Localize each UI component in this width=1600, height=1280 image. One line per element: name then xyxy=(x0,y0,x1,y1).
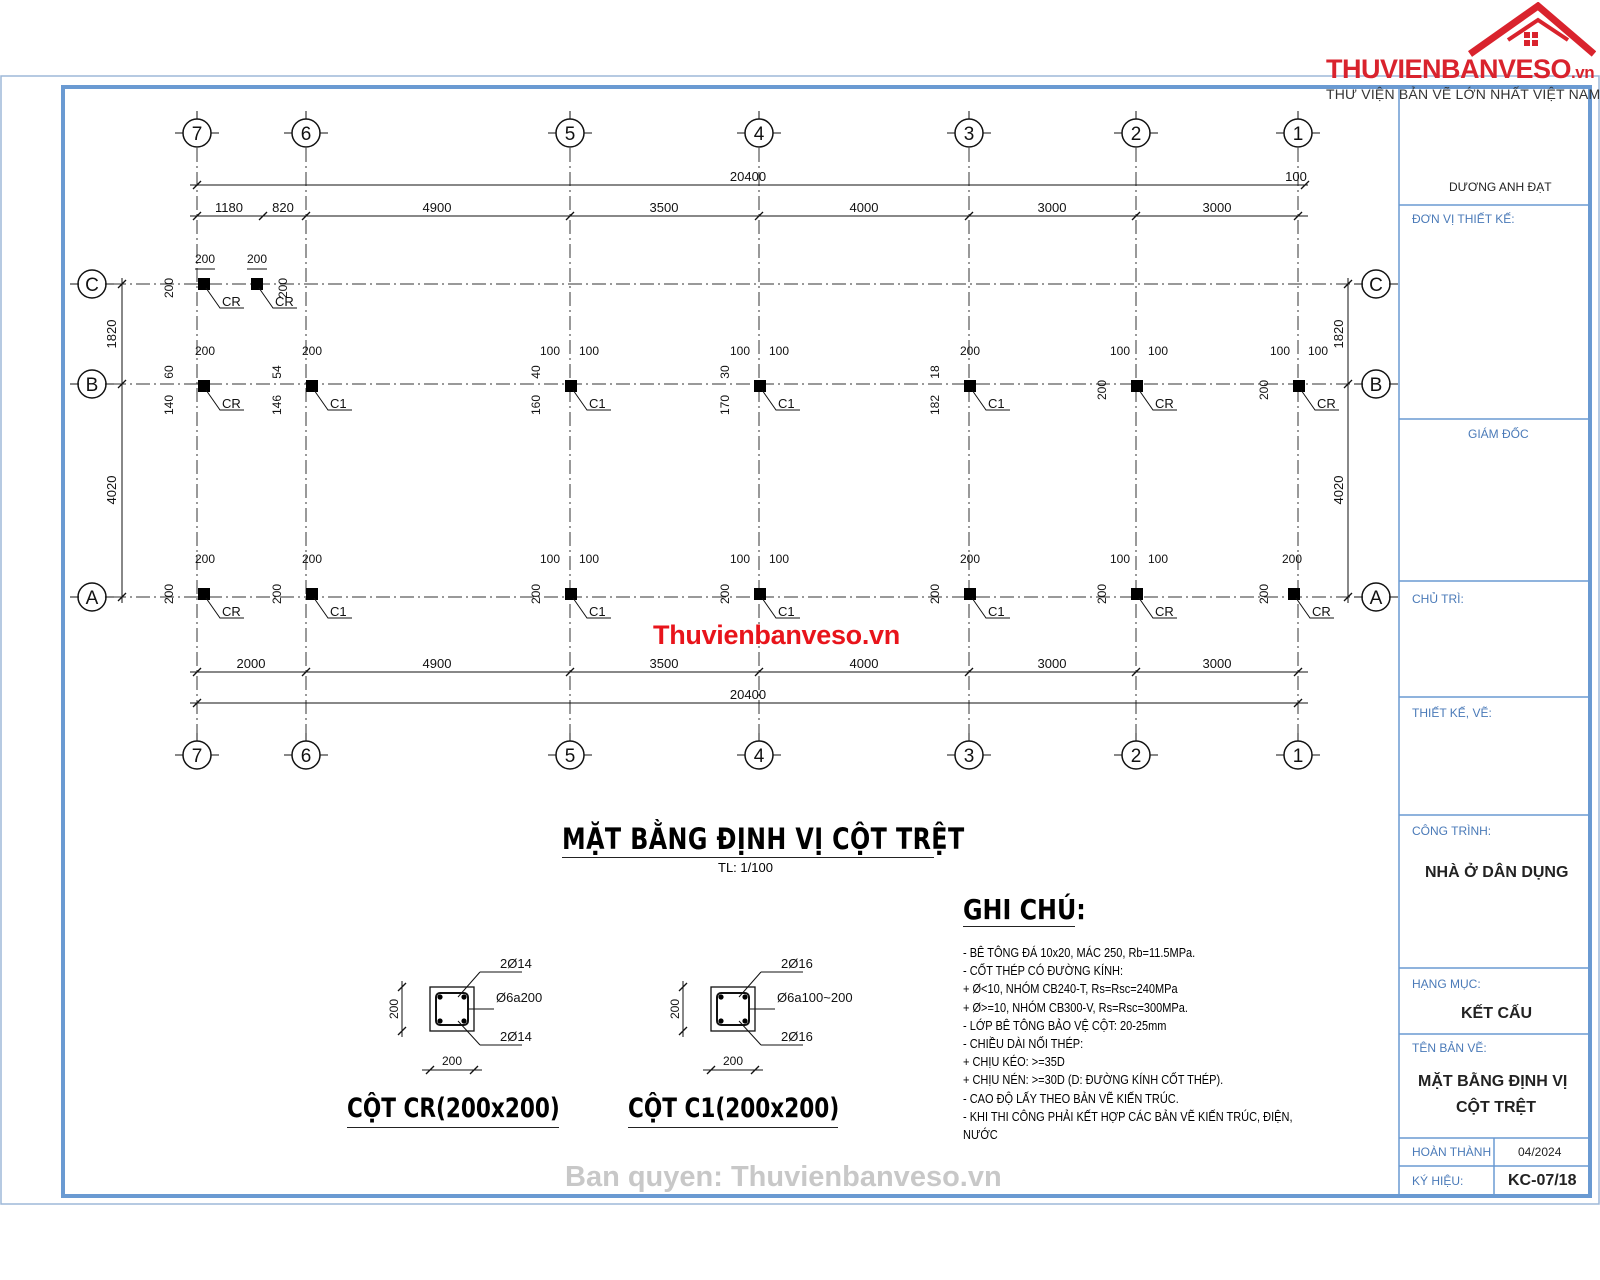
note-line: - KHI THI CÔNG PHẢI KẾT HỢP CÁC BẢN VẼ KIẾN TRÚC, ĐIỆN, xyxy=(963,1109,1293,1124)
grid-bubble-label: 2 xyxy=(1130,746,1142,767)
dim-bottom-total: 20400 xyxy=(729,687,767,702)
logo-tagline: THƯ VIỆN BẢN VẼ LỚN NHẤT VIỆT NAM xyxy=(1326,86,1600,102)
column-c1 xyxy=(754,588,800,619)
column-square xyxy=(251,278,263,290)
column-dim: 100 xyxy=(539,344,561,358)
note-line: + Ø<10, NHÓM CB240-T, Rs=Rsc=240MPa xyxy=(963,982,1178,997)
design-unit-label: ĐƠN VỊ THIẾT KẾ: xyxy=(1412,212,1515,226)
notes-title: GHI CHÚ: xyxy=(963,893,1086,926)
dim-top-span: 3000 xyxy=(1202,200,1232,215)
column-dim: 100 xyxy=(768,552,790,566)
grid-bubble-label: 6 xyxy=(300,746,312,767)
code-value: KC-07/18 xyxy=(1508,1172,1577,1189)
grid-bubble-label: 7 xyxy=(191,746,203,767)
column-square xyxy=(565,380,577,392)
column-dim: 100 xyxy=(1109,552,1131,566)
drawing-title: MẶT BẰNG ĐỊNH VỊ CỘT TRỆT xyxy=(562,822,965,856)
house-roof-icon xyxy=(1468,2,1596,60)
column-dim: 170 xyxy=(718,394,732,416)
column-c1 xyxy=(565,380,611,411)
column-square xyxy=(754,380,766,392)
column-dim: 100 xyxy=(578,552,600,566)
dim-vertical-span: 4020 xyxy=(1331,475,1346,505)
section-rebar xyxy=(718,994,723,999)
section-leader xyxy=(458,1021,480,1045)
grid-bubble-4-top xyxy=(737,111,781,147)
section-c1 xyxy=(668,956,853,1074)
column-c1 xyxy=(306,380,352,411)
column-dim: 18 xyxy=(928,365,942,379)
column-dim: 100 xyxy=(1109,344,1131,358)
column-dim: 182 xyxy=(928,394,942,416)
column-label: CR xyxy=(222,294,241,309)
column-dim: 40 xyxy=(529,365,543,379)
section-height: 200 xyxy=(668,998,682,1020)
column-label: C1 xyxy=(330,604,347,619)
grid-bubble-label: 4 xyxy=(753,746,765,767)
designer-label: THIẾT KẾ, VẼ: xyxy=(1412,706,1492,720)
category-value: KẾT CẤU xyxy=(1461,1005,1533,1022)
completed-value: 04/2024 xyxy=(1518,1145,1562,1159)
column-cr xyxy=(198,278,244,309)
column-dim: 60 xyxy=(162,365,176,379)
column-cr xyxy=(1131,588,1177,619)
column-cr xyxy=(251,278,297,309)
dim-bottom-span: 4000 xyxy=(849,656,879,671)
dim-vertical-span: 4020 xyxy=(104,475,119,505)
column-dim: 200 xyxy=(194,344,216,358)
column-label: C1 xyxy=(778,396,795,411)
column-dim: 200 xyxy=(1257,379,1271,401)
grid-bubble-label: A xyxy=(1369,588,1383,609)
project-label: CÔNG TRÌNH: xyxy=(1412,824,1492,838)
dim-bottom-span: 3000 xyxy=(1037,656,1067,671)
dim-top-total: 20400 xyxy=(729,169,767,184)
note-line: - CHIỀU DÀI NỐI THÉP: xyxy=(963,1037,1084,1051)
column-label: C1 xyxy=(988,604,1005,619)
column-dim: 200 xyxy=(1281,552,1303,566)
section-bar-bottom: 2Ø14 xyxy=(500,1029,532,1044)
grid-bubble-label: C xyxy=(1369,275,1383,296)
dim-vertical-span: 1820 xyxy=(1331,319,1346,349)
grid-bubble-5-top xyxy=(548,111,592,147)
grid-bubble-2-bottom xyxy=(1114,733,1158,769)
section-rebar xyxy=(437,994,442,999)
column-cr xyxy=(198,588,244,619)
column-dim: 200 xyxy=(301,552,323,566)
column-square xyxy=(198,380,210,392)
column-square xyxy=(1131,588,1143,600)
section-cr-underline xyxy=(347,1127,559,1128)
column-dim: 100 xyxy=(578,344,600,358)
column-label: CR xyxy=(1317,396,1336,411)
grid-bubble-label: B xyxy=(1369,375,1383,396)
column-dim: 54 xyxy=(270,365,284,379)
grid-bubble-A-right xyxy=(1354,583,1398,611)
grid-bubble-label: 5 xyxy=(564,746,576,767)
dim-vertical-span: 1820 xyxy=(104,319,119,349)
column-dim: 30 xyxy=(718,365,732,379)
column-label: CR xyxy=(275,294,294,309)
grid-bubble-C-left xyxy=(70,270,114,298)
completed-label: HOÀN THÀNH xyxy=(1412,1145,1492,1159)
grid-bubble-2-top xyxy=(1114,111,1158,147)
column-square xyxy=(1131,380,1143,392)
column-dim: 200 xyxy=(718,583,732,605)
section-bar-top: 2Ø14 xyxy=(500,956,532,971)
grid-bubble-B-right xyxy=(1354,370,1398,398)
column-c1 xyxy=(306,588,352,619)
section-leader xyxy=(739,972,761,997)
grid-bubble-4-bottom xyxy=(737,733,781,769)
dim-top-span: 4000 xyxy=(849,200,879,215)
sheet-name-line1: MẶT BẰNG ĐỊNH VỊ xyxy=(1418,1073,1568,1090)
note-line: - LỚP BÊ TÔNG BẢO VỆ CỘT: 20-25mm xyxy=(963,1018,1167,1033)
grid-bubble-5-bottom xyxy=(548,733,592,769)
section-bar-bottom: 2Ø16 xyxy=(781,1029,813,1044)
grid-bubble-label: 5 xyxy=(564,124,576,145)
dim-bottom-span: 4900 xyxy=(422,656,452,671)
column-label: CR xyxy=(1155,396,1174,411)
grid-bubble-label: 1 xyxy=(1292,124,1304,145)
sheet-name-label: TÊN BẢN VẼ: xyxy=(1412,1041,1487,1055)
note-line: - BÊ TÔNG ĐÁ 10x20, MÁC 250, Rb=11.5MPa. xyxy=(963,946,1196,960)
note-line: NƯỚC xyxy=(963,1128,998,1142)
sheet-name-line2: CỘT TRỆT xyxy=(1456,1099,1536,1116)
grid-bubble-label: C xyxy=(85,275,99,296)
column-label: CR xyxy=(222,604,241,619)
column-square xyxy=(1293,380,1305,392)
grid-bubble-label: B xyxy=(85,375,99,396)
column-c1 xyxy=(565,588,611,619)
grid-bubble-label: 7 xyxy=(191,124,203,145)
dim-top-span: 4900 xyxy=(422,200,452,215)
director-label: GIÁM ĐỐC xyxy=(1468,427,1529,441)
grid-bubble-label: 2 xyxy=(1130,124,1142,145)
column-dim: 200 xyxy=(246,252,268,266)
grid-bubble-3-bottom xyxy=(947,733,991,769)
column-label: C1 xyxy=(988,396,1005,411)
dim-bottom-span: 2000 xyxy=(236,656,266,671)
dim-top-span: 3000 xyxy=(1037,200,1067,215)
note-line: - CAO ĐỘ LẤY THEO BẢN VẼ KIẾN TRÚC. xyxy=(963,1091,1179,1106)
dim-top-span: 1180 xyxy=(215,200,243,215)
column-dim: 160 xyxy=(529,394,543,416)
title-block-frame xyxy=(1399,87,1590,1196)
column-dim: 200 xyxy=(959,552,981,566)
dim-top-span: 3500 xyxy=(649,200,679,215)
column-c1 xyxy=(754,380,800,411)
dim-bottom-span: 3500 xyxy=(649,656,679,671)
column-dim: 200 xyxy=(162,277,176,299)
column-square xyxy=(964,588,976,600)
column-dim: 146 xyxy=(270,394,284,416)
section-rebar xyxy=(742,994,747,999)
column-cr xyxy=(1131,380,1177,411)
column-square xyxy=(1288,588,1300,600)
column-label: C1 xyxy=(778,604,795,619)
note-line: + Ø>=10, NHÓM CB300-V, Rs=Rsc=300MPa. xyxy=(963,1000,1188,1015)
section-width: 200 xyxy=(441,1054,463,1068)
column-square xyxy=(306,380,318,392)
grid-bubble-label: 3 xyxy=(963,124,975,145)
owner-name: DƯƠNG ANH ĐẠT xyxy=(1449,180,1552,194)
column-label: C1 xyxy=(330,396,347,411)
column-c1 xyxy=(964,380,1010,411)
section-rebar xyxy=(437,1018,442,1023)
grid-bubble-3-top xyxy=(947,111,991,147)
section-height: 200 xyxy=(387,998,401,1020)
column-dim: 200 xyxy=(270,583,284,605)
column-dim: 100 xyxy=(729,344,751,358)
note-line: + CHỊU NÉN: >=30D (D: ĐƯỜNG KÍNH CỐT THÉP). xyxy=(963,1073,1224,1088)
lead-label: CHỦ TRÌ: xyxy=(1412,592,1464,606)
column-square xyxy=(754,588,766,600)
category-label: HẠNG MỤC: xyxy=(1412,977,1481,991)
column-dim: 100 xyxy=(729,552,751,566)
column-dim: 100 xyxy=(1147,552,1169,566)
column-square xyxy=(306,588,318,600)
dim-bottom-span: 3000 xyxy=(1202,656,1232,671)
grid-bubble-1-top xyxy=(1276,111,1320,147)
section-rebar xyxy=(742,1018,747,1023)
logo-brand-text: THUVIENBANVESO.vn xyxy=(1326,54,1595,84)
section-rebar xyxy=(461,1018,466,1023)
grid-bubble-label: 6 xyxy=(300,124,312,145)
column-square xyxy=(565,588,577,600)
grid-bubble-A-left xyxy=(70,583,114,611)
grid-bubble-7-top xyxy=(175,111,219,147)
grid-bubble-label: 3 xyxy=(963,746,975,767)
drawing-title-underline xyxy=(562,857,934,858)
notes-title-underline xyxy=(963,926,1075,927)
section-stirrup-label: Ø6a100~200 xyxy=(777,990,853,1005)
column-label: C1 xyxy=(589,604,606,619)
column-dim: 100 xyxy=(539,552,561,566)
column-dim: 200 xyxy=(162,583,176,605)
column-c1 xyxy=(964,588,1010,619)
dim-top-right-offset: 100 xyxy=(1285,169,1307,184)
column-dim: 100 xyxy=(1307,344,1329,358)
column-cr xyxy=(1293,380,1339,411)
grid-bubble-label: A xyxy=(85,588,99,609)
grid-bubble-C-right xyxy=(1354,270,1398,298)
structural-plan xyxy=(70,111,1398,769)
column-dim: 100 xyxy=(1147,344,1169,358)
section-leader xyxy=(739,1021,761,1045)
note-line: + CHỊU KÉO: >=35D xyxy=(963,1055,1065,1070)
drawing-scale: TL: 1/100 xyxy=(718,860,773,875)
column-label: CR xyxy=(1312,604,1331,619)
column-label: CR xyxy=(1155,604,1174,619)
watermark-bottom: Ban quyen: Thuvienbanveso.vn xyxy=(565,1161,1002,1193)
code-label: KÝ HIỆU: xyxy=(1412,1174,1464,1188)
column-dim: 200 xyxy=(194,252,216,266)
column-dim: 100 xyxy=(768,344,790,358)
column-square xyxy=(198,278,210,290)
column-sections xyxy=(387,956,853,1074)
note-line: - CỐT THÉP CÓ ĐƯỜNG KÍNH: xyxy=(963,964,1124,979)
grid-bubble-label: 4 xyxy=(753,124,765,145)
section-width: 200 xyxy=(722,1054,744,1068)
section-c1-title: CỘT C1(200x200) xyxy=(628,1093,840,1124)
column-dim: 140 xyxy=(162,394,176,416)
grid-bubble-label: 1 xyxy=(1292,746,1304,767)
section-cr-title: CỘT CR(200x200) xyxy=(347,1093,560,1124)
section-c1-underline xyxy=(628,1127,838,1128)
column-dim: 100 xyxy=(1269,344,1291,358)
section-rebar xyxy=(461,994,466,999)
column-square xyxy=(964,380,976,392)
grid-bubble-B-left xyxy=(70,370,114,398)
column-dim: 200 xyxy=(276,277,290,299)
column-label: CR xyxy=(222,396,241,411)
grid-bubble-1-bottom xyxy=(1276,733,1320,769)
column-cr xyxy=(1288,588,1334,619)
dim-top-span: 820 xyxy=(272,200,294,215)
grid-bubble-7-bottom xyxy=(175,733,219,769)
column-dim: 200 xyxy=(1257,583,1271,605)
grid-bubble-6-top xyxy=(284,111,328,147)
column-dim: 200 xyxy=(928,583,942,605)
brand-logo xyxy=(1320,2,1600,102)
column-dim: 200 xyxy=(529,583,543,605)
column-dim: 200 xyxy=(301,344,323,358)
watermark-center: Thuvienbanveso.vn xyxy=(653,620,900,650)
section-stirrup-label: Ø6a200 xyxy=(496,990,543,1005)
section-leader xyxy=(458,972,480,997)
column-cr xyxy=(198,380,244,411)
section-rebar xyxy=(718,1018,723,1023)
section-cr xyxy=(387,956,542,1074)
column-square xyxy=(198,588,210,600)
section-bar-top: 2Ø16 xyxy=(781,956,813,971)
column-dim: 200 xyxy=(194,552,216,566)
column-dim: 200 xyxy=(1095,379,1109,401)
column-dim: 200 xyxy=(1095,583,1109,605)
project-value: NHÀ Ở DÂN DỤNG xyxy=(1425,864,1569,881)
grid-bubble-6-bottom xyxy=(284,733,328,769)
column-dim: 200 xyxy=(959,344,981,358)
column-label: C1 xyxy=(589,396,606,411)
